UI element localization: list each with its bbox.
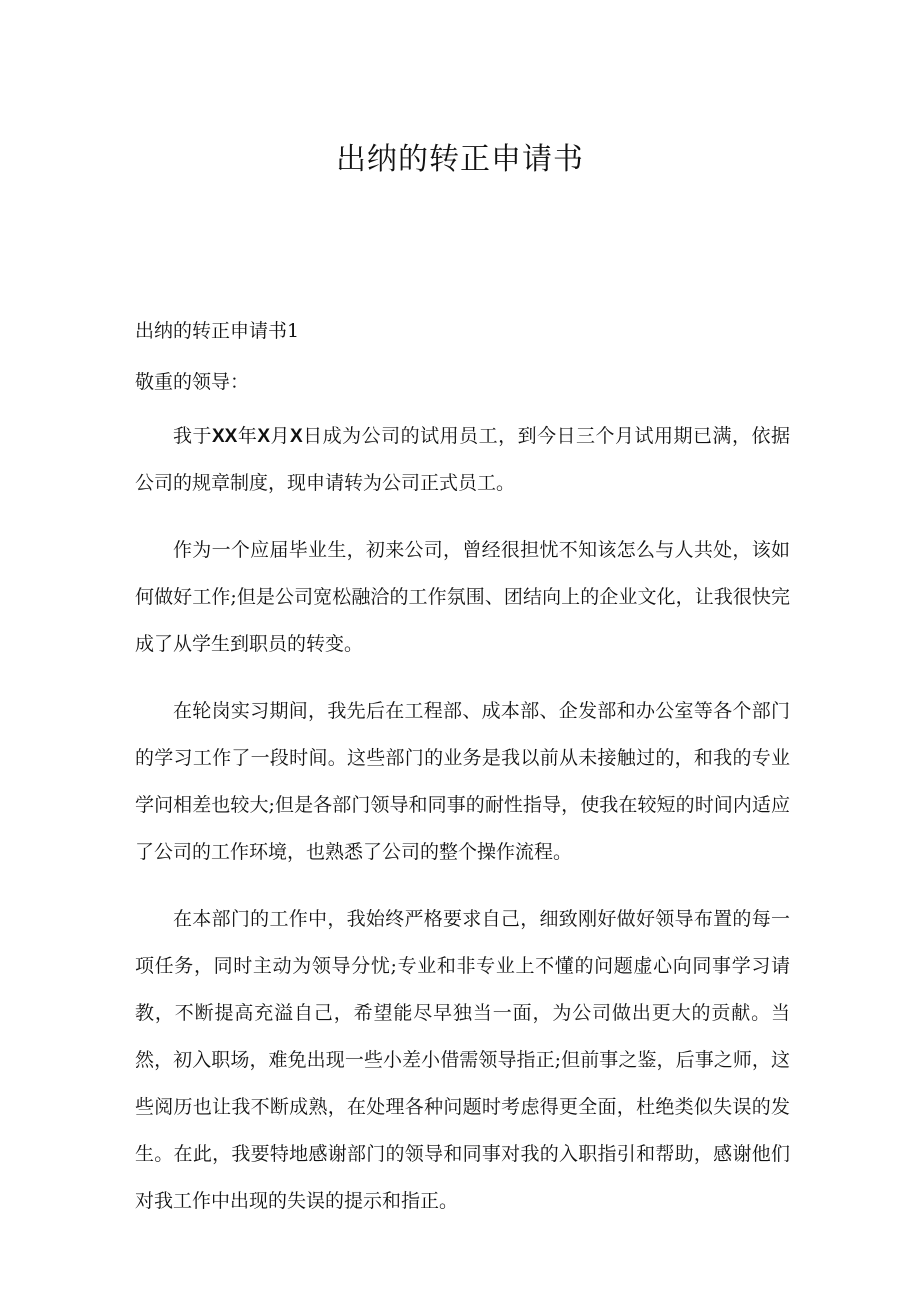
section-heading: 出纳的转正申请书1 [135, 320, 300, 342]
paragraph-1 [135, 413, 790, 507]
document-title: 出纳的转正申请书 [336, 142, 584, 177]
salutation: 敬重的领导： [135, 371, 250, 393]
paragraph-4: 在本部门的工作中，我始终严格要求自己，细致刚好做好领导布置的每一项任务，同时主动为领导分忧;专业和非专业上不懂的问题虚心向同事学习请教，不断提高充溢自己，希望能尽早独当一面，为公司做出更大的贡献。当然，初入职场，难免出现一些小差小借需领导指正;但前事之鉴，后事之师，这些阅历也让我不断成熟，在处理各种问题时考虑得更全面，杜绝类似失误的发生。在此，我要特地感谢部门的领导和同事对我的入职指引和帮助，感谢他们对我工作中出现的失误的提示和指正。 [135, 908, 790, 1212]
paragraph-1-lead: 我于 [173, 425, 212, 447]
paragraph-1-rest: 日成为公司的试用员工，到今日三个月试用期已满，依据公司的规章制度，现申请转为公司正式员工。 [135, 425, 790, 494]
year-char: 年 [237, 425, 258, 447]
year-placeholder: XX [211, 426, 238, 447]
document-body [135, 316, 790, 1225]
paragraph-2: 作为一个应届毕业生，初来公司，曾经很担忧不知该怎么与人共处，该如何做好工作;但是公司宽松融洽的工作氛围、团结向上的企业文化，让我很快完成了从学生到职员的转变。 [135, 539, 790, 655]
day-placeholder: X [290, 426, 303, 447]
paragraph-3: 在轮岗实习期间，我先后在工程部、成本部、企发部和办公室等各个部门的学习工作了一段时间。这些部门的业务是我以前从未接触过的，和我的专业学问相差也较大;但是各部门领导和同事的耐性指导，使我在较短的时间内适应了公司的工作环境，也熟悉了公司的整个操作流程。 [135, 700, 790, 863]
month-char: 月 [270, 425, 290, 447]
month-placeholder: X [257, 426, 271, 447]
